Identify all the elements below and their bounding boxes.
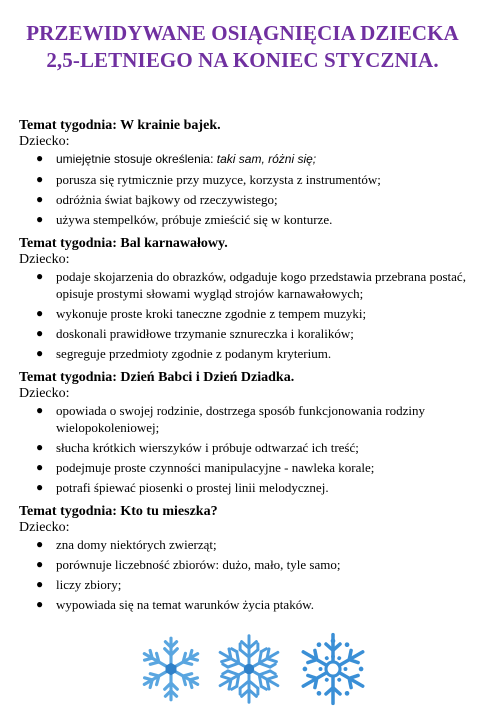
section-intro: Dziecko: [19,251,70,267]
bullet-icon: ● [36,172,44,186]
goals-list [19,150,474,229]
list-item [19,576,474,594]
week-section-4 [19,503,474,614]
bullet-icon: ● [36,576,44,591]
list-item-text: liczy zbiory; [56,576,122,592]
section-heading: Temat tygodnia: Dzień Babci i Dzień Dziadka. [19,369,295,385]
list-item-text: wypowiada się na temat warunków życia ptaków. [56,596,314,612]
week-section-1 [19,117,474,229]
goals-list [19,536,474,614]
goals-list [19,402,474,497]
list-item [19,479,474,497]
goals-list [19,268,474,363]
list-item [19,556,474,574]
bullet-icon: ● [36,556,44,571]
list-item [19,439,474,457]
page-title-line-1: PRZEWIDYWANE OSIĄGNIĘCIA DZIECKA [26,21,459,45]
list-item-text: segreguje przedmioty zgodnie z podanym kryterium. [56,346,332,361]
list-item-text: umiejętnie stosuje określenia: [56,152,217,166]
bullet-icon: ● [36,536,44,551]
section-heading: Temat tygodnia: Kto tu mieszka? [19,503,218,519]
bullet-icon: ● [36,212,44,226]
list-item-text: zna domy niektórych zwierząt; [56,536,217,552]
section-intro: Dziecko: [19,519,70,535]
page-title [0,20,485,74]
bullet-icon: ● [36,402,44,417]
list-item-text: potrafi śpiewać piosenki o prostej linii melodycznej. [56,480,329,495]
list-item [19,459,474,477]
list-item-text: wykonuje proste kroki taneczne zgodnie z tempem muzyki; [56,306,367,321]
list-item-text: podaje skojarzenia do obrazków, odgaduje kogo przedstawia przebrana postać, opisuje prostymi słowami wygląd strojów karnawałowych; [56,268,466,301]
bullet-icon: ● [36,268,44,283]
bullet-icon: ● [36,306,44,320]
list-item [19,345,474,363]
week-section-2 [19,235,474,363]
list-item-text: opowiada o swojej rodzinie, dostrzega sposób funkcjonowania rodziny wielopokoleniowej; [56,402,425,435]
snowflake-icon [294,630,372,708]
section-intro: Dziecko: [19,134,70,149]
list-item [19,325,474,343]
list-item [19,211,474,229]
week-section-3 [19,369,474,497]
list-item [19,150,474,169]
list-item-text: słucha krótkich wierszyków i próbuje odtwarzać ich treść; [56,440,359,455]
snowflake-icon [136,634,206,704]
bullet-icon: ● [36,346,44,360]
list-item-text: porusza się rytmicznie przy muzyce, korzysta z instrumentów; [56,172,381,187]
bullet-icon: ● [36,151,44,165]
list-item [19,402,474,437]
list-item-text: odróżnia świat bajkowy od rzeczywistego; [56,192,278,207]
section-heading: Temat tygodnia: Bal karnawałowy. [19,235,228,251]
list-item-text: porównuje liczebność zbiorów: dużo, mało, tyle samo; [56,556,341,572]
list-item [19,305,474,323]
list-item-text: podejmuje proste czynności manipulacyjne - nawleka korale; [56,460,375,475]
bullet-icon: ● [36,192,44,206]
snowflake-decorations [0,628,485,718]
section-intro: Dziecko: [19,385,70,401]
list-item [19,191,474,209]
list-item-italic-text: taki sam, różni się; [216,152,317,166]
list-item [19,596,474,614]
bullet-icon: ● [36,596,44,611]
bullet-icon: ● [36,460,44,474]
document-body [19,117,474,619]
page-title-line-2: 2,5-LETNIEGO NA KONIEC STYCZNIA. [46,48,439,72]
bullet-icon: ● [36,480,44,494]
list-item-text: używa stempelków, próbuje zmieścić się w konturze. [56,212,333,227]
list-item-text: doskonali prawidłowe trzymanie sznureczka i koralików; [56,326,354,341]
snowflake-icon [212,632,286,706]
bullet-icon: ● [36,440,44,454]
bullet-icon: ● [36,326,44,340]
list-item [19,268,474,303]
list-item [19,536,474,554]
list-item [19,171,474,189]
section-heading: Temat tygodnia: W krainie bajek. [19,118,221,133]
